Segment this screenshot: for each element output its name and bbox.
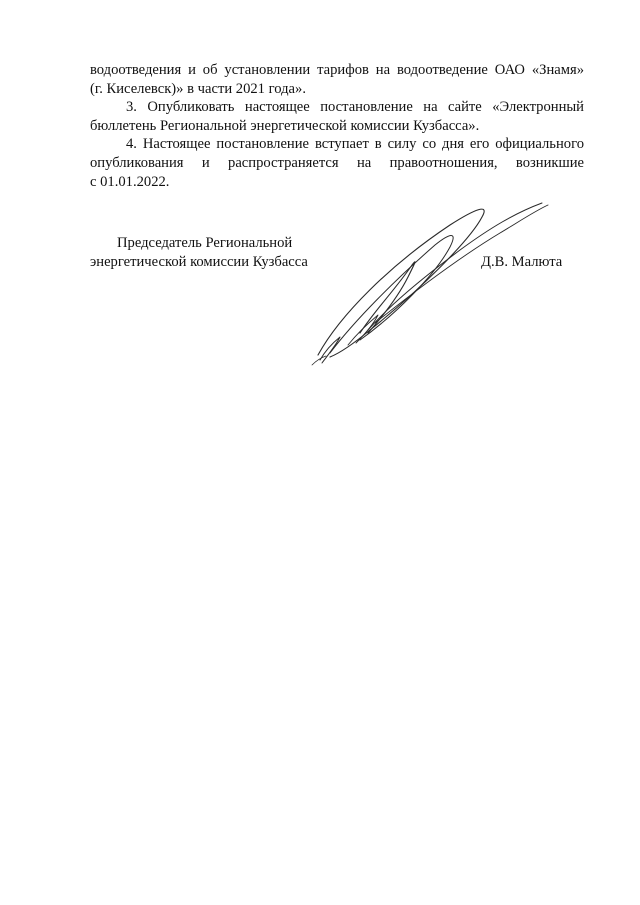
- text-line: 3. Опубликовать настоящее постановление на сайте «Электронный: [126, 99, 584, 116]
- signatory-title-line-1: Председатель Региональной: [117, 235, 293, 251]
- signatory-name: Д.В. Малюта: [481, 254, 563, 270]
- text-line: (г. Киселевск)» в части 2021 года».: [90, 80, 306, 97]
- signature-stroke: [330, 236, 453, 354]
- signature-stroke: [360, 262, 415, 333]
- signatory-title: [90, 234, 308, 272]
- text-line: бюллетень Региональной энергетической комиссии Кузбасса».: [90, 117, 480, 134]
- signature-stroke: [318, 209, 484, 357]
- text-line: опубликования и распространяется на правоотношения, возникшие: [90, 154, 584, 171]
- text-line: 4. Настоящее постановление вступает в силу со дня его официального: [126, 136, 584, 153]
- signatory-title-line-2: энергетической комиссии Кузбасса: [90, 254, 308, 270]
- signature-stroke: [320, 337, 340, 363]
- text-line: с 01.01.2022.: [90, 173, 170, 190]
- paragraph-item-3: [90, 98, 584, 135]
- paragraph-item-4: [90, 135, 584, 191]
- document-body: [90, 61, 584, 191]
- handwritten-signature: [300, 195, 563, 375]
- text-line: водоотведения и об установлении тарифов на водоотведение ОАО «Знамя»: [90, 62, 584, 78]
- signature-stroke: [375, 205, 548, 323]
- paragraph-continuation: [90, 61, 584, 98]
